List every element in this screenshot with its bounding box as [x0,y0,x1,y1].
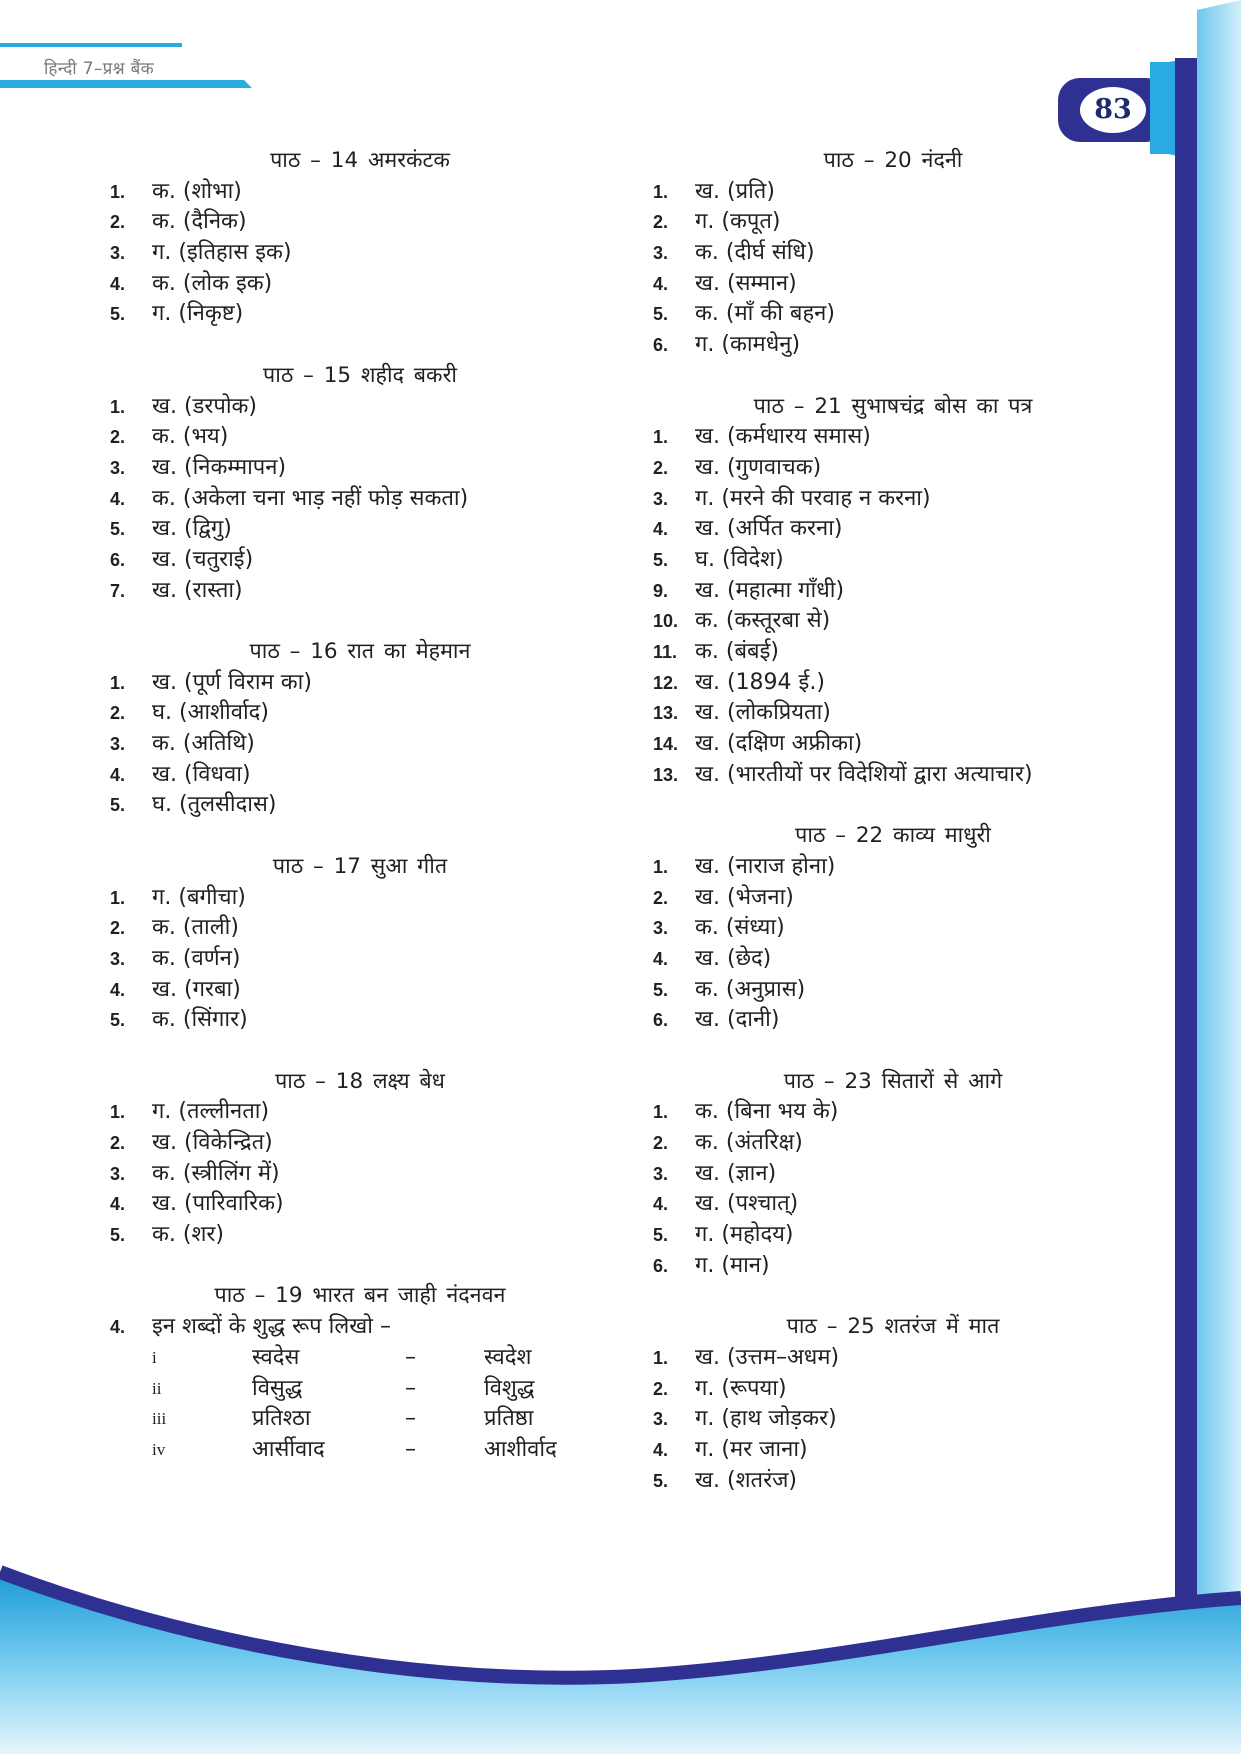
lesson-section [653,392,1133,791]
answer-item [653,177,1133,208]
question-number: 5. [653,979,669,1000]
answer-text: ख. (रास्ता) [152,577,243,603]
question-number: 4. [110,488,126,509]
question-number: 5. [110,1010,126,1031]
answer-text: क. (माँ की बहन) [695,301,835,327]
answer-text: ग. (मरने की परवाह न करना) [695,485,931,511]
lesson-section [110,361,610,607]
answer-list [110,1097,610,1250]
answer-list [110,883,610,1036]
answer-item [110,790,610,821]
answer-text: ग. (कपूत) [695,209,781,235]
side-panel [1197,0,1241,1600]
question-number: 2. [110,918,126,939]
roman-numeral: iii [152,1409,167,1429]
question-number: 9. [653,580,669,601]
answer-text: क. (ताली) [152,915,239,941]
answer-item [653,1404,1133,1435]
answer-text: क. (अकेला चना भाड़ नहीं फोड़ सकता) [152,485,469,511]
answer-item [653,576,1133,607]
answer-item [653,299,1133,330]
question-number: 4. [110,764,126,785]
question-number: 2. [110,703,126,724]
question-number: 13. [653,764,679,785]
answer-text: क. (शोभा) [152,178,242,204]
incorrect-word: आर्सीवाद [252,1436,325,1462]
question-number: 2. [653,1133,669,1153]
lesson-section [653,146,1133,361]
left-column [110,146,610,1496]
question-number: 5. [653,1225,669,1246]
answer-item [110,883,610,914]
question-number: 1. [110,672,126,693]
answer-text: क. (वर्णन) [152,945,241,971]
answer-text: घ. (विदेश) [695,546,784,572]
lesson-section [653,1067,1133,1282]
answer-text: ख. (डरपोक) [152,393,258,419]
answer-text: ग. (कामधेनु) [695,332,801,358]
question-number: 2. [653,212,669,233]
header-strip-bottom [0,80,252,88]
question-number: 5. [653,549,669,570]
answer-item [653,1005,1133,1036]
lesson-title: पाठ – 21 सुभाषचंद्र बोस का पत्र [753,393,1033,419]
answer-item [653,698,1133,729]
question-number: 1. [653,1347,669,1368]
question-number: 4. [653,1439,669,1460]
lesson-title: पाठ – 23 सितारों से आगे [783,1068,1003,1094]
answer-text: क. (अनुप्रास) [695,976,806,1002]
answer-text: ख. (द्विगु) [152,516,232,542]
answer-text: क. (लोक इक) [152,270,273,296]
lesson-title: पाठ – 20 नंदनी [823,148,963,173]
side-bar-dark [1175,58,1197,1608]
answer-item [653,1128,1133,1159]
answer-text: ख. (सम्मान) [695,270,797,296]
word-pair-row [152,1343,604,1374]
answer-item [653,514,1133,545]
question-number: 2. [110,212,126,233]
answer-item [110,975,610,1006]
lesson-title: पाठ – 14 अमरकंटक [270,148,450,173]
answer-text: ख. (छेद) [695,945,772,971]
answer-item [110,453,610,484]
answer-item [110,484,610,515]
lesson-section [653,1312,1133,1496]
question-number: 3. [110,734,126,755]
lesson-section [653,821,1133,1036]
answer-item [653,269,1133,300]
answer-text: ख. (विकेन्द्रित) [152,1130,273,1155]
answer-text: क. (भय) [152,424,229,450]
answer-text: ख. (लोकप्रियता) [695,700,831,726]
answer-item [110,422,610,453]
answer-text: ख. (ज्ञान) [695,1160,777,1186]
answer-list [653,177,1133,361]
answer-item [653,944,1133,975]
question-number: 12. [653,672,679,693]
answer-text: ख. (गरबा) [152,976,241,1002]
dash-separator: – [405,1436,416,1462]
answer-text: ख. (विधवा) [152,761,251,787]
answer-text: ख. (दक्षिण अफ्रीका) [695,731,863,757]
answer-text: क. (सिंगार) [152,1007,248,1033]
answer-item [110,1189,610,1220]
lesson-title: पाठ – 25 शतरंज में मात [786,1314,1000,1340]
answer-text: क. (स्त्रीलिंग में) [152,1160,280,1186]
answer-text: ग. (रूपया) [695,1375,787,1401]
answer-item [110,1128,610,1159]
right-column [653,146,1133,1527]
question-number: 3. [653,918,669,939]
answer-item [110,1097,610,1128]
question-number: 6. [653,335,669,356]
answer-item [653,422,1133,453]
answer-list [110,668,610,821]
question-number: 2. [110,427,126,448]
question-number: 4. [653,1194,669,1215]
question-number: 3. [653,1163,669,1184]
answer-list [653,1097,1133,1281]
question-number: 10. [653,611,679,632]
page-number: 83 [1080,87,1146,133]
roman-numeral: ii [152,1378,162,1398]
question-number: 4. [110,1194,126,1215]
dash-separator: – [405,1406,416,1432]
lesson-section [110,1281,610,1465]
question-number: 5. [110,519,126,540]
answer-text: ग. (महोदय) [695,1222,794,1248]
answer-text: ख. (गुणवाचक) [695,454,822,480]
answer-item [110,392,610,423]
answer-text: ख. (निकम्मापन) [152,454,287,480]
correct-word: विशुद्ध [484,1375,535,1401]
answer-text: ख. (कर्मधारय समास) [695,424,871,450]
lesson-section [110,1067,610,1251]
question-number: 3. [110,1163,126,1184]
answer-text: ख. (नाराज होना) [695,853,836,879]
answer-item [653,668,1133,699]
question-number: 5. [653,1470,669,1491]
word-correction-table [152,1343,604,1466]
answer-item [110,514,610,545]
answer-item [653,760,1133,791]
question-number: 2. [653,1378,669,1399]
answer-text: क. (अंतरिक्ष) [695,1130,803,1155]
answer-text: क. (दीर्घ संधि) [695,240,815,266]
answer-item [653,1159,1133,1190]
answer-text: घ. (आशीर्वाद) [152,700,269,726]
answer-item [110,207,610,238]
answer-item [653,1251,1133,1282]
question-number: 11. [653,642,678,662]
lesson-section [110,852,610,1036]
answer-item [110,698,610,729]
question-number: 1. [110,181,126,202]
question-number: 3. [653,243,669,264]
dash-separator: – [405,1375,416,1401]
answer-item [653,1374,1133,1405]
answer-text: ग. (बगीचा) [152,884,246,910]
word-pair-row [152,1404,604,1435]
answer-text: ग. (तल्लीनता) [152,1099,270,1125]
question-item [110,1312,610,1343]
bottom-wave [0,1572,1241,1754]
answer-text: ख. (अर्पित करना) [695,516,843,542]
roman-numeral: i [152,1347,157,1367]
answer-item [110,1220,610,1251]
question-number: 4. [653,948,669,969]
answer-item [653,207,1133,238]
answer-item [653,238,1133,269]
answer-item [653,1097,1133,1128]
question-number: 5. [110,304,126,325]
answer-item [653,852,1133,883]
answer-text: ख. (चतुराई) [152,546,254,572]
answer-text: ख. (भारतीयों पर विदेशियों द्वारा अत्याचार) [695,761,1033,787]
answer-list [653,1343,1133,1496]
word-pair-row [152,1374,604,1405]
header-strip-top [0,43,182,47]
question-number: 14. [653,734,679,755]
answer-item [653,453,1133,484]
answer-text: ख. (महात्मा गाँधी) [695,577,845,603]
lesson-title: पाठ – 18 लक्ष्य बेध [275,1068,445,1094]
word-pair-row [152,1435,604,1466]
question-number: 6. [110,549,126,570]
question-number: 3. [110,457,126,478]
answer-item [653,637,1133,668]
question-number: 1. [110,1102,126,1123]
answer-item [110,177,610,208]
lesson-title: पाठ – 17 सुआ गीत [272,853,448,879]
lesson-section [110,637,610,821]
answer-text: ख. (पश्चात्) [695,1191,799,1217]
answer-text: क. (बंबई) [695,639,779,664]
question-number: 3. [653,1409,669,1430]
question-number: 5. [110,795,126,816]
answer-text: ख. (उत्तम–अधम) [695,1344,840,1370]
answer-text: ग. (इतिहास इक) [152,240,292,266]
answer-text: ग. (मर जाना) [695,1436,808,1462]
book-title: हिन्दी 7–प्रश्न बैंक [44,59,154,79]
answer-item [110,913,610,944]
question-number: 1. [110,396,126,417]
lesson-title: पाठ – 22 काव्य माधुरी [795,823,991,849]
answer-item [653,1466,1133,1497]
question-number: 4. [110,1317,126,1338]
answer-list [653,422,1133,790]
answer-text: ख. (1894 ई.) [695,669,825,695]
question-number: 3. [110,948,126,969]
correct-word: स्वदेश [484,1344,532,1370]
answer-list [110,177,610,330]
answer-text: ख. (शतरंज) [695,1467,797,1493]
question-number: 4. [110,273,126,294]
lesson-title: पाठ – 15 शहीद बकरी [263,362,457,388]
question-number: 1. [653,1102,669,1123]
roman-numeral: iv [152,1439,166,1459]
answer-text: ग. (मान) [695,1252,770,1278]
question-number: 1. [653,856,669,877]
answer-text: क. (अतिथि) [152,731,255,757]
lesson-title: पाठ – 19 भारत बन जाही नंदनवन [214,1283,506,1309]
answer-text: घ. (तुलसीदास) [152,792,277,818]
question-number: 5. [653,304,669,325]
answer-item [653,975,1133,1006]
answer-item [653,484,1133,515]
incorrect-word: प्रतिश्ठा [252,1406,311,1432]
answer-item [110,576,610,607]
answer-item [653,729,1133,760]
answer-text: क. (बिना भय के) [695,1099,839,1125]
answer-text: क. (शर) [152,1222,225,1248]
answer-text: क. (कस्तूरबा से) [695,608,831,634]
answer-item [653,330,1133,361]
question-number: 6. [653,1255,669,1276]
answer-text: क. (दैनिक) [152,209,247,235]
incorrect-word: विसुद्ध [252,1375,303,1401]
question-number: 13. [653,703,679,724]
question-number: 1. [653,427,669,448]
incorrect-word: स्वदेस [252,1344,300,1370]
answer-text: ख. (पारिवारिक) [152,1191,284,1217]
question-number: 6. [653,1010,669,1031]
question-number: 3. [110,243,126,264]
answer-text: ग. (निकृष्ट) [152,301,244,327]
question-number: 2. [110,1133,126,1153]
question-text: इन शब्दों के शुद्ध रूप लिखो – [152,1314,391,1340]
answer-item [653,606,1133,637]
dash-separator: – [405,1344,416,1370]
answer-item [653,1220,1133,1251]
correct-word: आशीर्वाद [484,1436,557,1462]
lesson-title: पाठ – 16 रात का मेहमान [249,639,471,664]
answer-item [110,1159,610,1190]
question-number: 3. [653,488,669,509]
question-number: 1. [653,181,669,202]
question-number: 7. [110,580,126,601]
answer-item [653,913,1133,944]
question-number: 5. [110,1225,126,1246]
question-number: 4. [653,273,669,294]
answer-item [110,729,610,760]
answer-item [110,299,610,330]
answer-item [110,760,610,791]
correct-word: प्रतिष्ठा [484,1406,534,1432]
answer-list [110,392,610,607]
answer-item [110,238,610,269]
answer-item [653,1189,1133,1220]
answer-item [110,269,610,300]
lesson-section [110,146,610,330]
answer-item [653,883,1133,914]
answer-item [653,1435,1133,1466]
answer-item [110,668,610,699]
question-number: 2. [653,457,669,478]
question-number: 1. [110,887,126,908]
answer-item [653,545,1133,576]
answer-text: क. (संध्या) [695,915,785,941]
answer-item [110,944,610,975]
answer-item [110,1005,610,1036]
answer-list [653,852,1133,1036]
question-number: 4. [110,979,126,1000]
answer-text: ख. (भेजना) [695,884,794,910]
answer-text: ग. (हाथ जोड़कर) [695,1406,837,1432]
question-number: 4. [653,519,669,540]
answer-text: ख. (दानी) [695,1007,780,1033]
question-number: 2. [653,887,669,908]
answer-item [110,545,610,576]
answer-text: ख. (प्रति) [695,178,775,204]
answer-item [653,1343,1133,1374]
answer-text: ख. (पूर्ण विराम का) [152,669,312,695]
